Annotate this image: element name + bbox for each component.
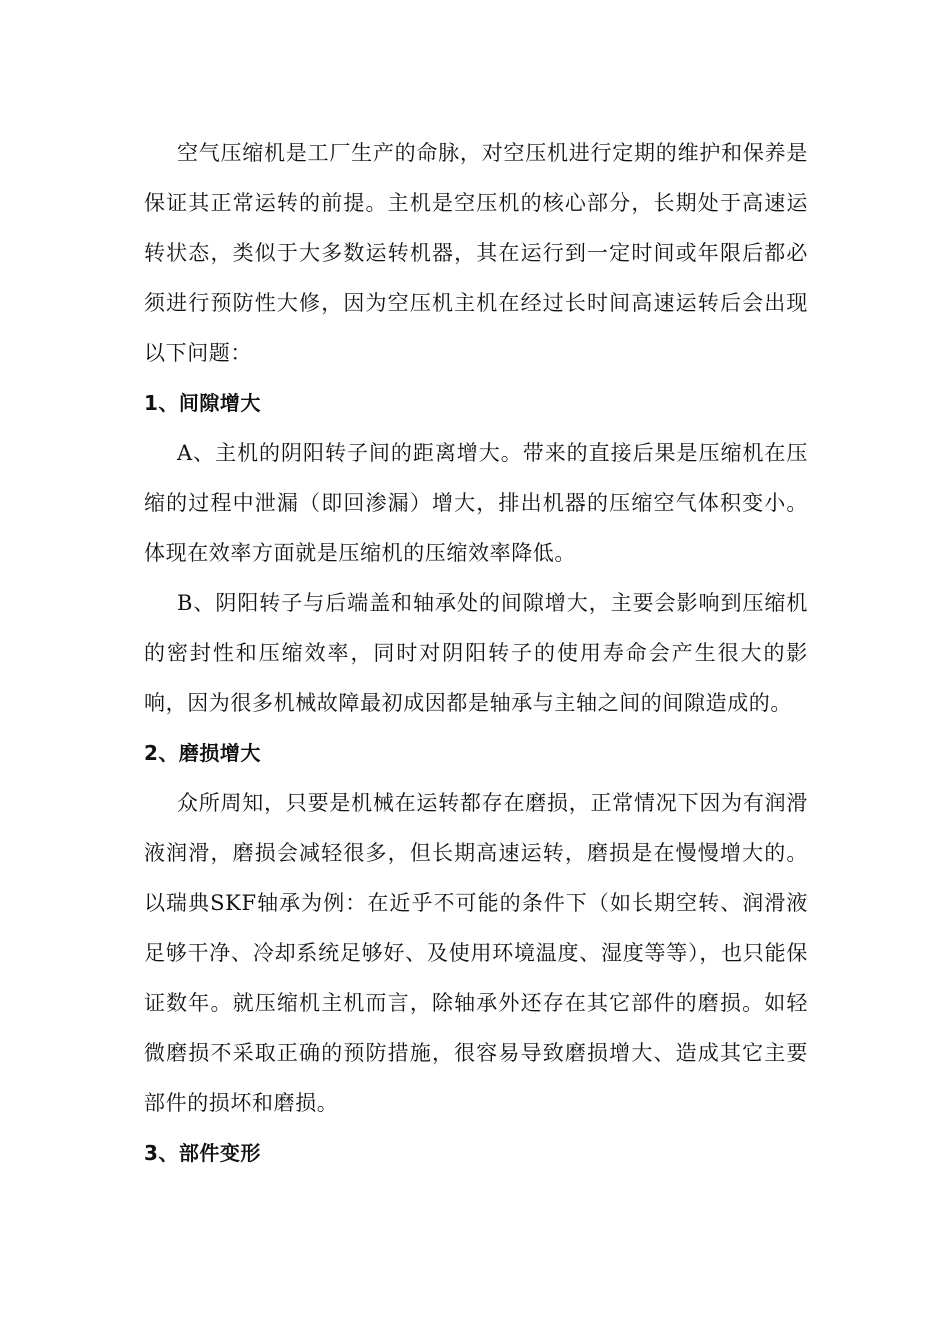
paragraph-rotor-gap: A、主机的阴阳转子间的距离增大。带来的直接后果是压缩机在压缩的过程中泄漏（即回渗漏）增大，排出机器的压缩空气体积变小。体现在效率方面就是压缩机的压缩效率降低。 bbox=[144, 441, 808, 565]
intro-paragraph: 空气压缩机是工厂生产的命脉，对空压机进行定期的维护和保养是保证其正常运转的前提。主机是空压机的核心部分，长期处于高速运转状态，类似于大多数运转机器，其在运行到一定时间或年限后都必须进行预防性大修，因为空压机主机在经过长时间高速运转后会出现以下问题： bbox=[144, 141, 808, 365]
section-heading-clearance: 1、间隙增大 bbox=[144, 391, 261, 415]
section-heading-wear: 2、磨损增大 bbox=[144, 741, 261, 765]
document-body bbox=[144, 128, 808, 1178]
paragraph-bearing-gap: B、阴阳转子与后端盖和轴承处的间隙增大，主要会影响到压缩机的密封性和压缩效率，同时对阴阳转子的使用寿命会产生很大的影响，因为很多机械故障最初成因都是轴承与主轴之间的间隙造成的。 bbox=[144, 591, 808, 715]
paragraph-wear: 众所周知，只要是机械在运转都存在磨损，正常情况下因为有润滑液润滑，磨损会减轻很多，但长期高速运转，磨损是在慢慢增大的。以瑞典SKF轴承为例：在近乎不可能的条件下（如长期空转、润滑液足够干净、冷却系统足够好、及使用环境温度、湿度等等），也只能保证数年。就压缩机主机而言，除轴承外还存在其它部件的磨损。如轻微磨损不采取正确的预防措施，很容易导致磨损增大、造成其它主要部件的损坏和磨损。 bbox=[144, 791, 808, 1115]
section-heading-deformation: 3、部件变形 bbox=[144, 1141, 261, 1165]
